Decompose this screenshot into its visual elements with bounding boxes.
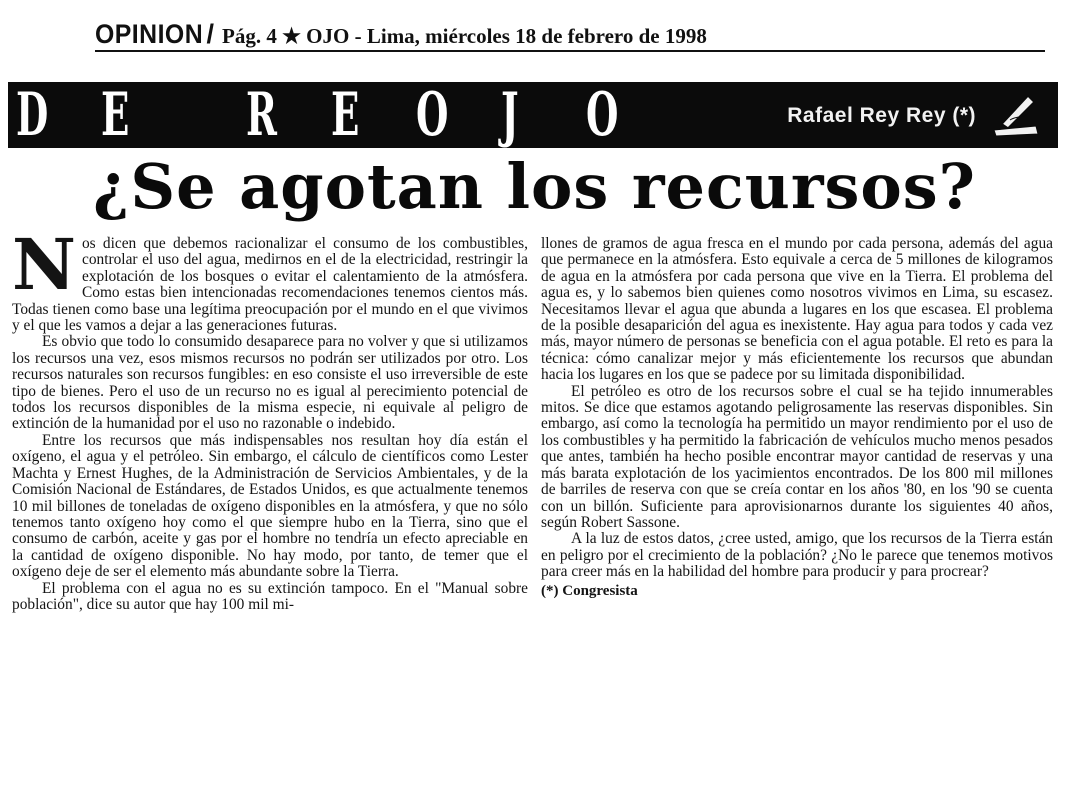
page-info: Pág. 4 ★ OJO - Lima, miércoles 18 de febrero de 1998 [222,24,707,48]
article-paragraph: Entre los recursos que más indispensables nos resultan hoy día están el oxígeno, el agua y el petróleo. Sin embargo, el cálculo de científicos como Lester Machta y Ernest Hughes, de la Administración de Servicios Ambientales, y de la Comisión Nacional de Estándares, de Estados Unidos, es que actualmente tenemos 10 mil billones de toneladas de oxígeno disponibles en la atmósfera, y que no sólo tenemos tanto oxígeno hoy como el que siempre hubo en la Tierra, sino que el consumo de carbón, aceite y gas por el hombre no tendría un efecto apreciable en la cantidad de oxígeno disponible. No hay modo, por tanto, de temer que el oxígeno deje de ser el elemento más abundante sobre la Tierra. [12,431,528,581]
author-byline: Rafael Rey Rey (*) [787,104,976,127]
article-paragraph: El petróleo es otro de los recursos sobre el cual se ha tejido innumerables mitos. Se dice que estamos agotando peligrosamente las reservas disponibles. Sin embargo, así como la tecnología ha permitido un mayor rendimiento por el uso de los combustibles y ha permitido la fabricación de vehículos mucho menos pesados que antes, también ha hecho posible encontrar mayor cantidad de reservas y una más barata explotación de los yacimientos encontrados. De los 800 mil millones de barriles de reserva con que se creía contar en los años '80, en los '90 se cuenta con un billón. Suficiente para aprovisionarnos durante los siguientes 40 años, según Robert Sassone. [541,382,1053,531]
column-letter: O [416,80,449,150]
article-headline: ¿Se agotan los recursos? [93,150,976,223]
section-title: OPINION [95,19,204,49]
article-column-right [541,236,1053,599]
author-footnote: (*) Congresista [541,582,638,599]
column-letter: J [501,80,519,150]
paragraph-text: os dicen que debemos racionalizar el consumo de los combustibles, controlar el uso del agua, medirnos en el de la electricidad, restringir la explotación de los bosques o evitar el calentamiento de la atmósfera. Como estas bien intencionadas recomendaciones tenemos cientos más. Todas tienen como base una legítima preocupación por el mundo en el que vivimos y el que les vamos a dejar a las generaciones futuras. [12,235,528,335]
article-paragraph [12,223,528,335]
page-header [95,14,1045,52]
article-paragraph: El problema con el agua no es su extinción tampoco. En el "Manual sobre población", dice su autor que hay 100 mil mi- [12,579,528,613]
pen-writing-icon [988,90,1044,140]
article-paragraph: llones de gramos de agua fresca en el mundo por cada persona, además del agua que permanece en la atmósfera. Esto equivale a cerca de 5 millones de kilogramos de agua en la atmósfera por cada persona que vive en la Tierra. El problema del agua es, y lo sabemos bien quienes como nosotros vivimos en Lima, su escasez. Necesitamos llevar el agua que abunda a lugares en los que escasea. El problema de la posible desaparición del agua es inexistente. Hay agua para todos y cada vez más, mayor número de personas se beneficia con el agua potable. El reto es para la técnica: cómo canalizar mejor y más eficientemente los recursos que abundan hacia los lugares en los que se padece por su limitada disponibilidad. [541,235,1053,384]
article-paragraph: Es obvio que todo lo consumido desaparece para no volver y que si utilizamos los recursos una vez, esos mismos recursos no podrán ser utilizados por otro. Los recursos naturales son recursos fungibles: en eso consiste el uso irreversible de este tipo de bienes. Pero el uso de un recurso no es igual al perecimiento potencial de todos los recursos disponibles de la misma especie, ni equivale al peligro de extinción de la humanidad por el uso no razonable o indebido. [12,333,528,433]
drop-cap: N [12,223,76,306]
column-letter: D [16,80,49,150]
column-letter: E [331,80,360,150]
column-letter: O [586,80,619,150]
column-letter: E [101,80,130,150]
header-slash: / [206,19,215,49]
column-name [16,80,671,150]
column-letter: R [246,80,277,150]
column-banner [8,82,1058,148]
article-paragraph: A la luz de estos datos, ¿cree usted, amigo, que los recursos de la Tierra están en peligro por el crecimiento de la población? ¿No le parece que tenemos motivos para creer más en la habilidad del hombre para producir y para procrear? [541,530,1053,581]
article-column-left [12,223,528,613]
